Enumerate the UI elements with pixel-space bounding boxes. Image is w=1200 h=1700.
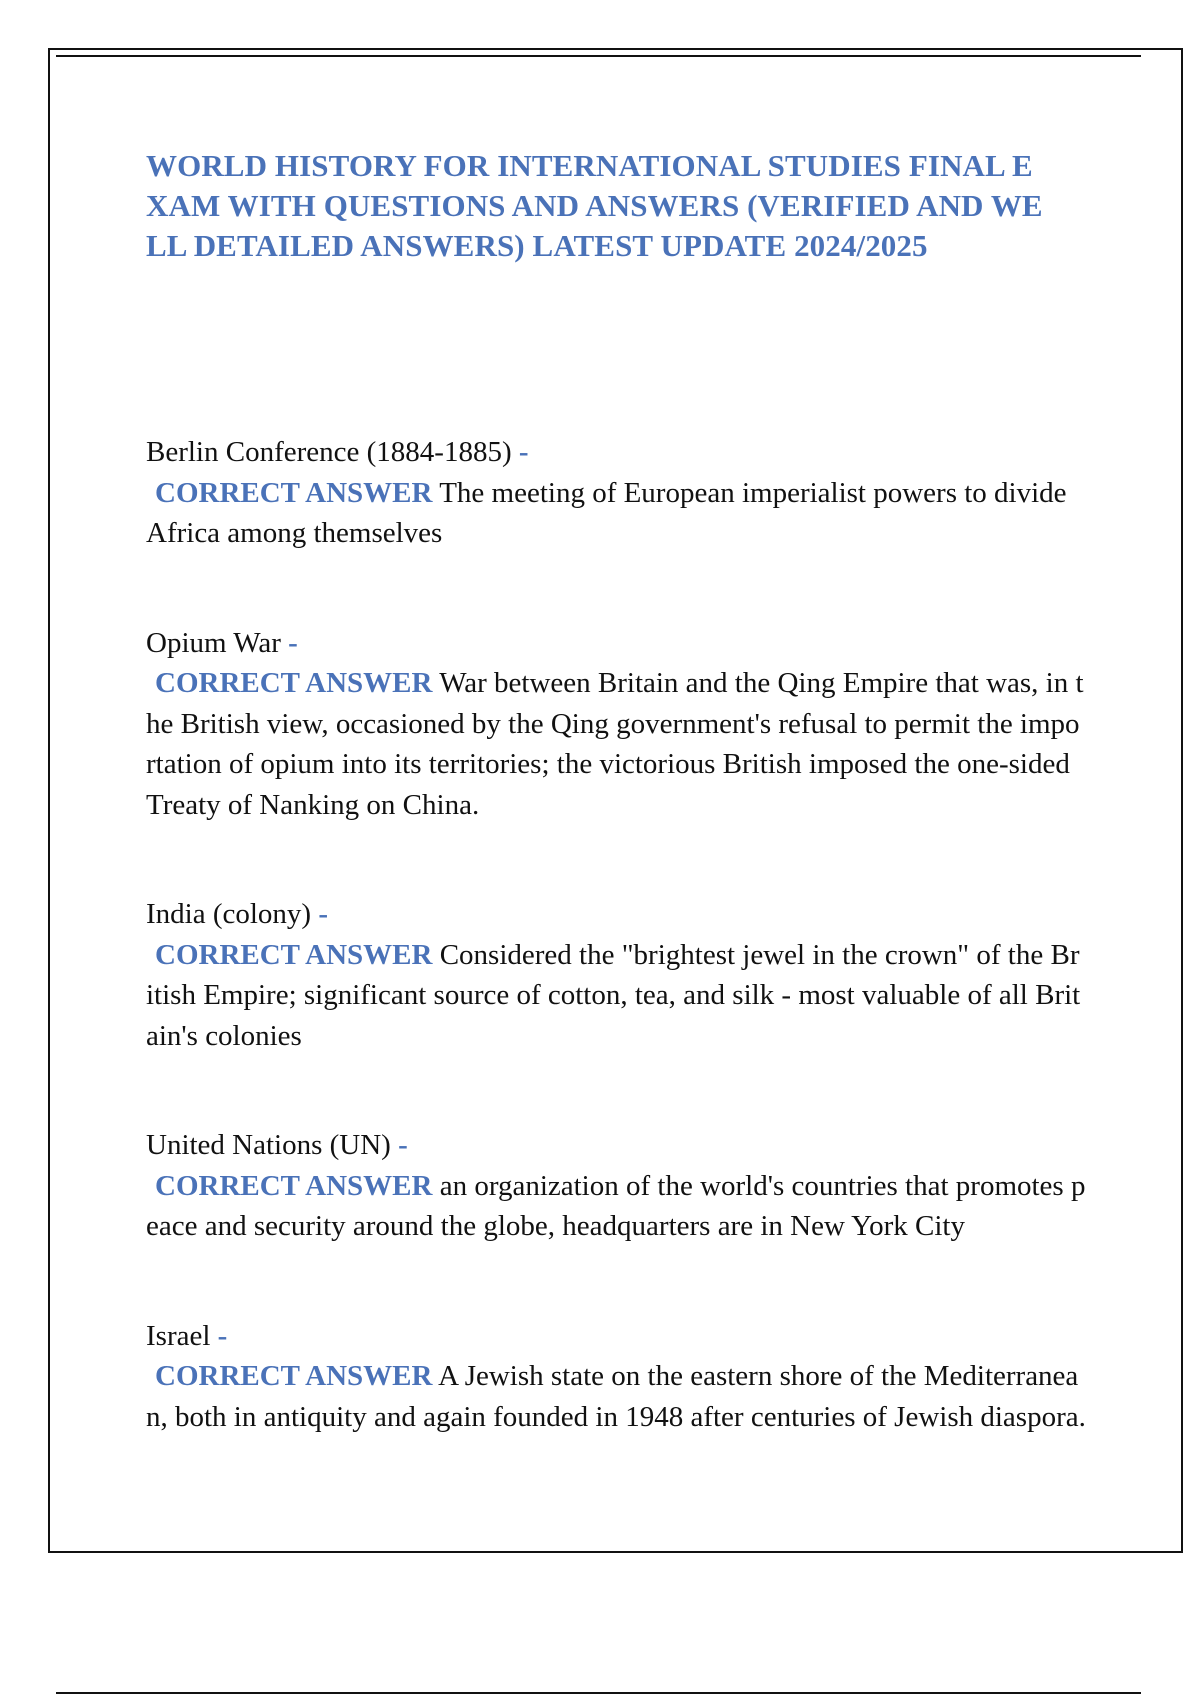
qa-item-israel	[146, 1316, 1086, 1438]
qa-term: United Nations (UN)	[146, 1129, 391, 1161]
qa-term-line	[146, 1316, 1086, 1357]
bottom-rule	[56, 1692, 1141, 1694]
qa-answer: The meeting of European imperialist powers to divide Africa among themselves	[146, 476, 1067, 549]
qa-term: India (colony)	[146, 898, 312, 930]
qa-term-line	[146, 432, 1086, 473]
qa-item-opium-war	[146, 623, 1086, 826]
separator-dash: -	[398, 1129, 408, 1161]
correct-answer-label: CORRECT ANSWER	[155, 667, 433, 699]
qa-item-united-nations	[146, 1125, 1086, 1247]
separator-dash: -	[518, 436, 529, 468]
qa-term: Israel	[146, 1319, 211, 1352]
separator-dash: -	[288, 626, 298, 659]
qa-answer: Considered the "brightest jewel in the crown" of the British Empire; significant source of cotton, tea, and silk - most valuable of all Britain's colonies	[146, 938, 1081, 1052]
correct-answer-label: CORRECT ANSWER	[155, 476, 433, 509]
qa-item-india-colony	[146, 894, 1086, 1056]
qa-term: Opium War	[146, 626, 281, 659]
qa-item-berlin-conference	[146, 432, 1086, 554]
separator-dash: -	[217, 1319, 228, 1352]
qa-answer: War between Britain and the Qing Empire that was, in the British view, occasioned by the Qing government's refusal to permit the importation of opium into its territories; the victorious British imposed the one-sided Treaty of Nanking on China.	[146, 667, 1084, 821]
qa-term: Berlin Conference (1884-1885)	[146, 436, 512, 468]
separator-dash: -	[318, 898, 329, 930]
qa-term-line	[146, 623, 1086, 664]
correct-answer-label: CORRECT ANSWER	[155, 1169, 433, 1202]
qa-term-line	[146, 894, 1086, 935]
correct-answer-label: CORRECT ANSWER	[155, 1360, 433, 1392]
document-title: WORLD HISTORY FOR INTERNATIONAL STUDIES FINAL EXAM WITH QUESTIONS AND ANSWERS (VERIFIED AND WELL DETAILED ANSWERS) LATEST UPDATE 2024/2025	[146, 148, 1043, 263]
qa-answer: A Jewish state on the eastern shore of the Mediterranean, both in antiquity and again founded in 1948 after centuries of Jewish diaspora.	[146, 1360, 1086, 1433]
qa-term-line	[146, 1125, 1086, 1166]
qa-list	[146, 432, 1086, 1437]
correct-answer-label: CORRECT ANSWER	[155, 938, 433, 971]
qa-answer: an organization of the world's countries that promotes peace and security around the globe, headquarters are in New York City	[146, 1169, 1086, 1242]
